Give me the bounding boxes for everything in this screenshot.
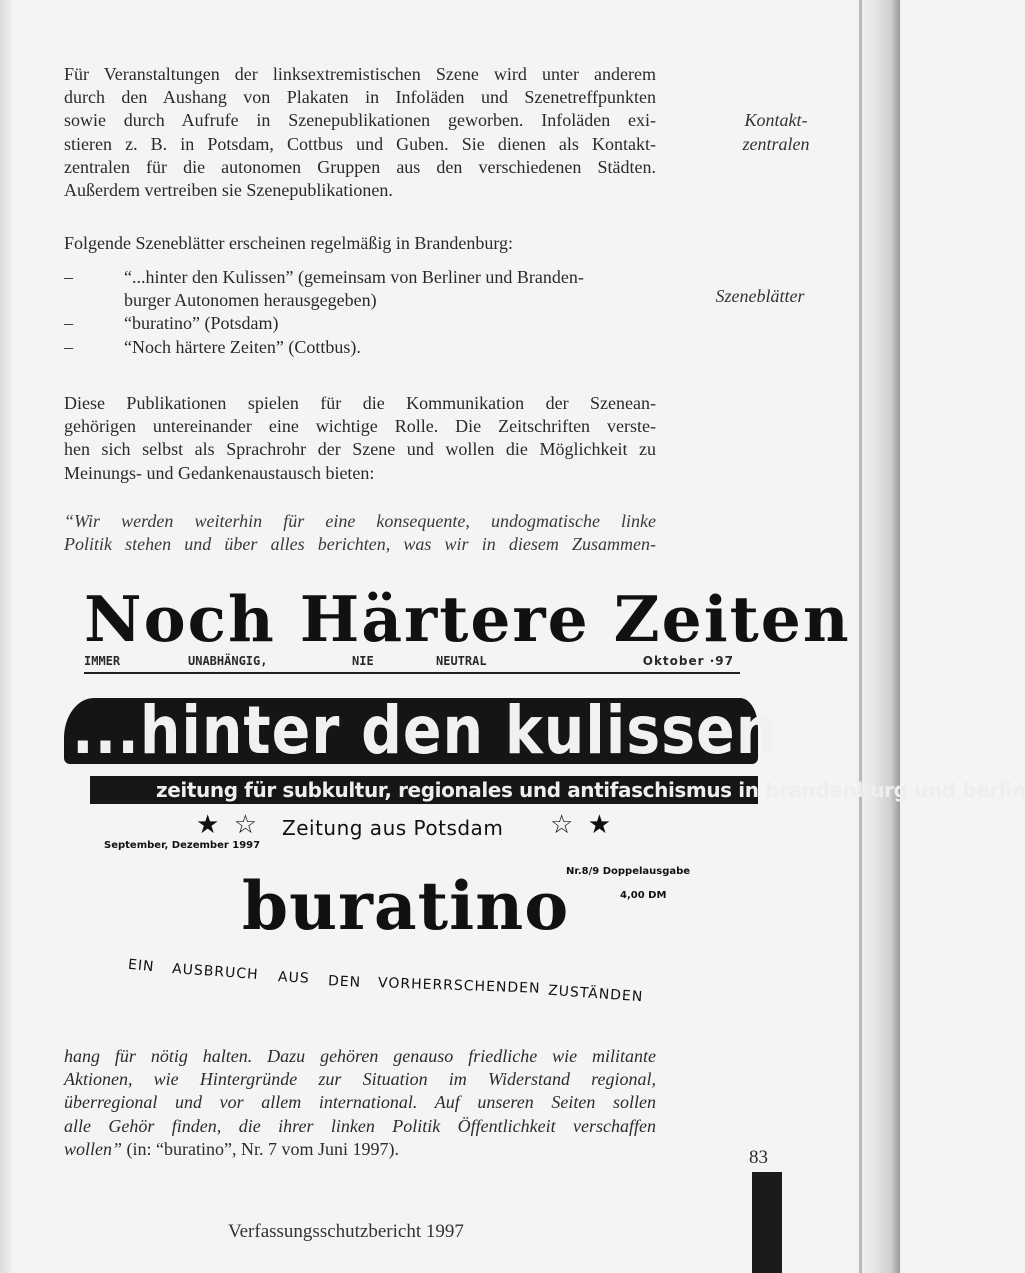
text-line: durch den Aushang von Plakaten in Infoläden und Szenetreffpunkten — [64, 87, 656, 108]
masthead-date: September, Dezember 1997 — [104, 840, 261, 851]
quote-part-1 — [64, 510, 656, 556]
text-line: alle Gehör finden, die ihrer linken Politik Öffentlichkeit verschaffen — [64, 1115, 656, 1136]
masthead-title: buratino — [242, 867, 570, 945]
scan-shadow-left — [0, 0, 14, 1273]
masthead-date: Oktober ·97 — [642, 654, 734, 668]
quote-part-2 — [64, 1045, 656, 1161]
masthead-title: Noch Härtere Zeiten — [84, 582, 851, 656]
text-line: Folgende Szeneblätter erscheinen regelmäßig in Brandenburg: — [64, 233, 514, 253]
quote-citation: (in: “buratino”, Nr. 7 vom Juni 1997). — [122, 1138, 399, 1159]
text-line: überregional und vor allem international. Auf unseren Seiten sollen — [64, 1092, 656, 1113]
list-dash: – — [64, 313, 73, 334]
page-footer: Verfassungsschutzbericht 1997 — [228, 1221, 464, 1242]
text-line: Für Veranstaltungen der linksextremistischen Szene wird unter anderem — [64, 64, 656, 84]
text-line: wollen” (in: “buratino”, Nr. 7 vom Juni 1997). — [64, 1138, 399, 1159]
publication-list — [64, 266, 664, 359]
list-item: – “buratino” (Potsdam) — [64, 312, 664, 335]
paragraph-events — [64, 63, 656, 202]
page-number: 83 — [749, 1147, 768, 1168]
text-line: stieren z. B. in Potsdam, Cottbus und Guben. Sie dienen als Kontakt- — [64, 133, 656, 154]
text-line: Politik stehen und über alles berichten, was wir in diesem Zusammen- — [64, 534, 656, 555]
list-item-continuation: burger Autonomen herausgegeben) — [124, 290, 377, 311]
masthead-subtitle: Zeitung aus Potsdam — [282, 816, 504, 840]
scan-fold-line — [859, 0, 862, 1273]
list-dash: – — [64, 267, 73, 287]
margin-note-kontaktzentralen: Kontakt- zentralen — [742, 110, 810, 154]
masthead-tagline: zeitung für subkultur, regionales und antifaschismus in brandenburg und berlin — [156, 778, 1025, 802]
list-dash: – — [64, 336, 73, 357]
text-line: Diese Publikationen spielen für die Kommunikation der Szenean- — [64, 393, 656, 413]
list-item: – “Noch härtere Zeiten” (Cottbus). — [64, 336, 664, 359]
paragraph-intro-list — [64, 232, 656, 255]
text-line: sowie durch Aufrufe in Szenepublikationen geworben. Infoläden exi- — [64, 110, 656, 131]
text-line: zentralen für die autonomen Gruppen aus den verschiedenen Städten. — [64, 156, 656, 177]
text-line: Außerdem vertreiben sie Szenepublikationen. — [64, 180, 393, 201]
text-line: Aktionen, wie Hintergründe zur Situation im Widerstand regional, — [64, 1069, 656, 1090]
text-line: hen sich selbst als Sprachrohr der Szene und wollen die Möglichkeit zu — [64, 439, 656, 460]
masthead-title: ...hinter den kulissen — [72, 692, 778, 769]
masthead-subline: IMMER UNABHÄNGIG, NIE NEUTRAL Oktober ·97 — [84, 652, 740, 674]
masthead-issue: Nr.8/9 Doppelausgabe — [566, 866, 691, 877]
list-item: – “...hinter den Kulissen” (gemeinsam von Berliner und Branden- — [64, 266, 664, 289]
text-line: hang für nötig halten. Dazu gehören genauso friedliche wie militante — [64, 1046, 656, 1066]
text-line: Meinungs- und Gedankenaustausch bieten: — [64, 462, 375, 483]
thumb-index-bar — [752, 1172, 782, 1273]
masthead-buratino — [100, 808, 720, 1018]
margin-note-szeneblaetter: Szeneblätter — [715, 286, 805, 306]
masthead-hinter-den-kulissen — [64, 690, 1025, 808]
masthead-slogan: EIN AUSBRUCH AUS DEN VORHERRSCHENDEN ZUSTÄNDEN — [127, 956, 644, 1006]
text-line: gehörigen untereinander eine wichtige Rolle. Die Zeitschriften verste- — [64, 416, 656, 437]
masthead-price: 4,00 DM — [620, 890, 667, 901]
star-icon: ☆ ★ — [550, 810, 616, 839]
star-icon: ★ ☆ — [196, 810, 262, 839]
paragraph-publications — [64, 392, 656, 485]
text-line: “Wir werden weiterhin für eine konsequente, undogmatische linke — [64, 511, 656, 531]
masthead-noch-haertere-zeiten — [84, 582, 851, 674]
